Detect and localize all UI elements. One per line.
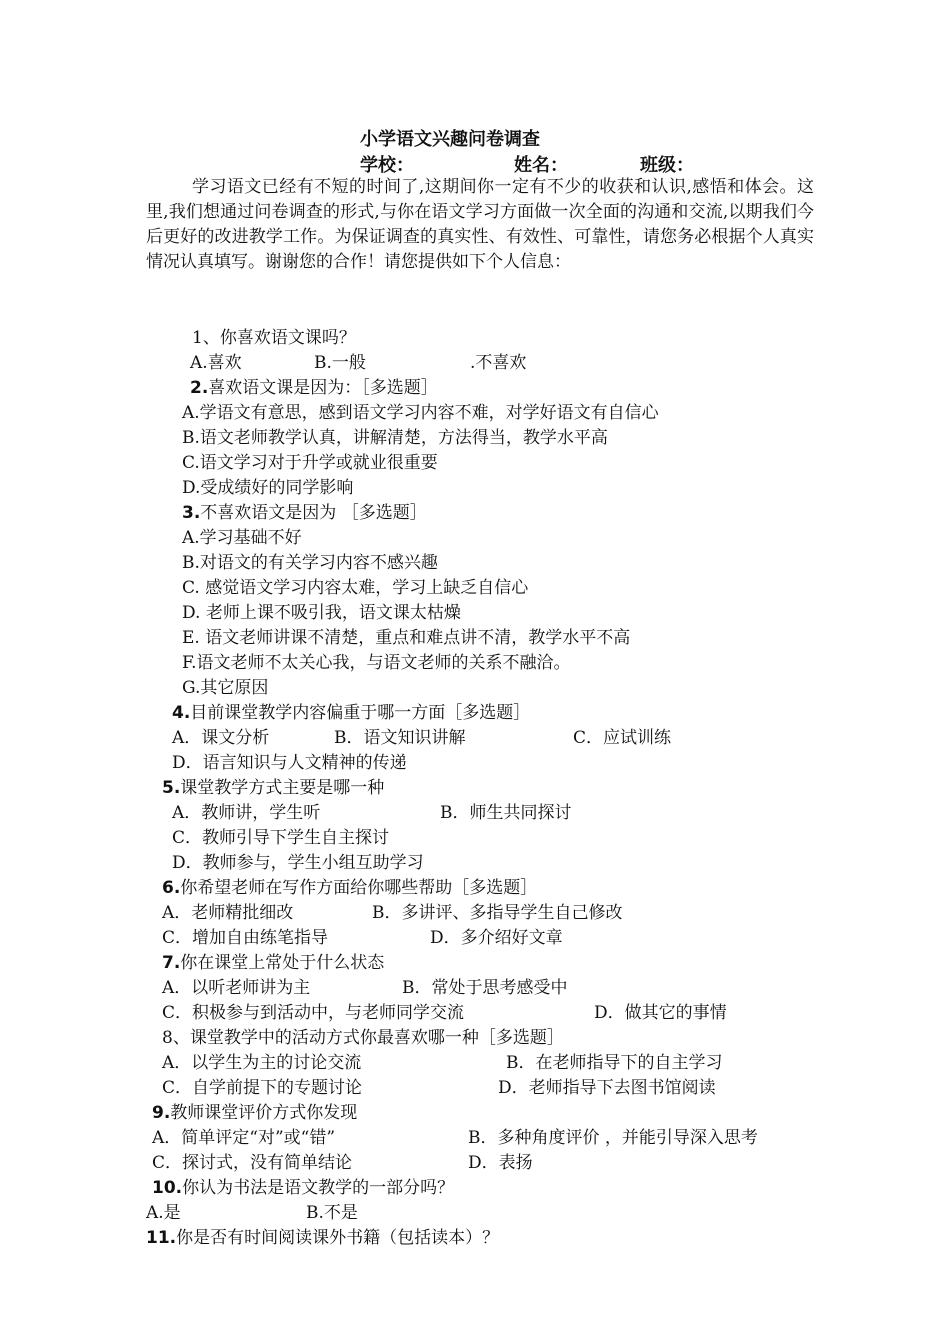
- q3-option-f: F.语文老师不太关心我，与语文老师的关系不融洽。: [182, 653, 571, 673]
- question-number: 7.: [162, 953, 181, 973]
- q2-option-a: A.学语文有意思，感到语文学习内容不难，对学好语文有自信心: [182, 403, 659, 423]
- question-text: 你是否有时间阅读课外书籍（包括读本）？: [176, 1228, 500, 1248]
- question-number: 2.: [190, 378, 209, 398]
- question-text: 喜欢语文课是因为：［多选题］: [208, 378, 438, 398]
- q7-option-b: B．常处于思考感受中: [402, 978, 568, 998]
- intro-paragraph: 学习语文已经有不短的时间了,这期间你一定有不少的收获和认识,感悟和体会。这里,我们想通过问卷调查的形式,与你在语文学习方面做一次全面的沟通和交流,以期我们今后更好的改进教学工作。为保证调查的真实性、有效性、可靠性，请您务必根据个人真实情况认真填写。谢谢您的合作！请您提供如下个人信息：: [146, 177, 814, 272]
- q6-option-c: C．增加自由练笔指导: [162, 928, 329, 948]
- q8-option-c: C．自学前提下的专题讨论: [162, 1078, 363, 1098]
- question-text: 你在课堂上常处于什么状态: [180, 953, 385, 973]
- q5-option-d: D．教师参与，学生小组互助学习: [172, 853, 424, 873]
- q4-option-d: D．语言知识与人文精神的传递: [172, 753, 407, 773]
- q6-option-b: B．多讲评、多指导学生自己修改: [372, 903, 623, 923]
- q6-option-a: A．老师精批细改: [162, 903, 294, 923]
- question-number: 11.: [146, 1228, 177, 1248]
- question-3: [182, 502, 427, 524]
- q2-option-c: C.语文学习对于升学或就业很重要: [182, 453, 438, 473]
- q4-option-b: B．语文知识讲解: [334, 728, 466, 748]
- q10-option-b: B.不是: [306, 1203, 358, 1223]
- q8-option-d: D．老师指导下去图书馆阅读: [498, 1078, 716, 1098]
- question-text: 不喜欢语文是因为 ［多选题］: [200, 503, 427, 523]
- q8-option-b: B．在老师指导下的自主学习: [506, 1053, 723, 1073]
- school-label: 学校：: [360, 155, 414, 176]
- page-title: 小学语文兴趣问卷调查: [360, 129, 540, 150]
- question-number: 3.: [182, 503, 201, 523]
- q3-option-a: A.学习基础不好: [182, 528, 302, 548]
- name-label: 姓名：: [514, 155, 568, 176]
- q9-option-d: D．表扬: [468, 1153, 533, 1173]
- question-5: [162, 777, 384, 799]
- q1-option-a: A.喜欢: [190, 353, 242, 373]
- q9-option-a: A．简单评定“对”或“错”: [152, 1128, 336, 1148]
- question-number: 4.: [172, 703, 191, 723]
- q3-option-e: E. 语文老师讲课不清楚，重点和难点讲不清，教学水平不高: [182, 628, 631, 648]
- q9-option-b: B．多种角度评价 ，并能引导深入思考: [468, 1128, 758, 1148]
- q5-option-c: C．教师引导下学生自主探讨: [172, 828, 390, 848]
- q3-option-c: C. 感觉语文学习内容太难，学习上缺乏自信心: [182, 578, 529, 598]
- q7-option-d: D．做其它的事情: [594, 1003, 727, 1023]
- q5-option-b: B．师生共同探讨: [440, 803, 572, 823]
- q4-option-c: C．应试训练: [573, 728, 672, 748]
- q2-option-d: D.受成绩好的同学影响: [182, 478, 354, 498]
- question-number: 10.: [152, 1178, 183, 1198]
- question-number: 9.: [152, 1103, 171, 1123]
- question-number: 5.: [162, 778, 181, 798]
- question-text: 教师课堂评价方式你发现: [170, 1103, 358, 1123]
- question-4: [172, 702, 530, 724]
- question-11: [146, 1227, 499, 1249]
- question-1: 1、你喜欢语文课吗？: [192, 328, 356, 348]
- q3-option-b: B.对语文的有关学习内容不感兴趣: [182, 553, 438, 573]
- question-text: 目前课堂教学内容偏重于哪一方面［多选题］: [190, 703, 531, 723]
- q2-option-b: B.语文老师教学认真，讲解清楚，方法得当，教学水平高: [182, 428, 608, 448]
- question-text: 你希望老师在写作方面给你哪些帮助［多选题］: [180, 878, 538, 898]
- q4-option-a: A．课文分析: [172, 728, 270, 748]
- q3-option-d: D. 老师上课不吸引我，语文课太枯燥: [182, 603, 461, 623]
- q3-option-g: G.其它原因: [182, 678, 269, 698]
- q6-option-d: D．多介绍好文章: [430, 928, 563, 948]
- q7-option-c: C．积极参与到活动中，与老师同学交流: [162, 1003, 465, 1023]
- q8-option-a: A．以学生为主的讨论交流: [162, 1053, 362, 1073]
- q9-option-c: C．探讨式，没有简单结论: [152, 1153, 353, 1173]
- question-number: 6.: [162, 878, 181, 898]
- q7-option-a: A．以听老师讲为主: [162, 978, 311, 998]
- q10-option-a: A.是: [146, 1203, 181, 1223]
- question-9: [152, 1102, 357, 1124]
- q1-option-c: .不喜欢: [470, 353, 527, 373]
- question-text: 你认为书法是语文教学的一部分吗？: [182, 1178, 455, 1198]
- question-text: 课堂教学方式主要是哪一种: [180, 778, 385, 798]
- question-6: [162, 877, 537, 899]
- class-label: 班级：: [640, 155, 694, 176]
- q5-option-a: A．教师讲，学生听: [172, 803, 321, 823]
- question-8: 8、课堂教学中的活动方式你最喜欢哪一种［多选题］: [162, 1028, 564, 1048]
- question-10: [152, 1177, 454, 1199]
- q1-option-b: B.一般: [314, 353, 366, 373]
- question-7: [162, 952, 384, 974]
- question-2: [190, 377, 438, 399]
